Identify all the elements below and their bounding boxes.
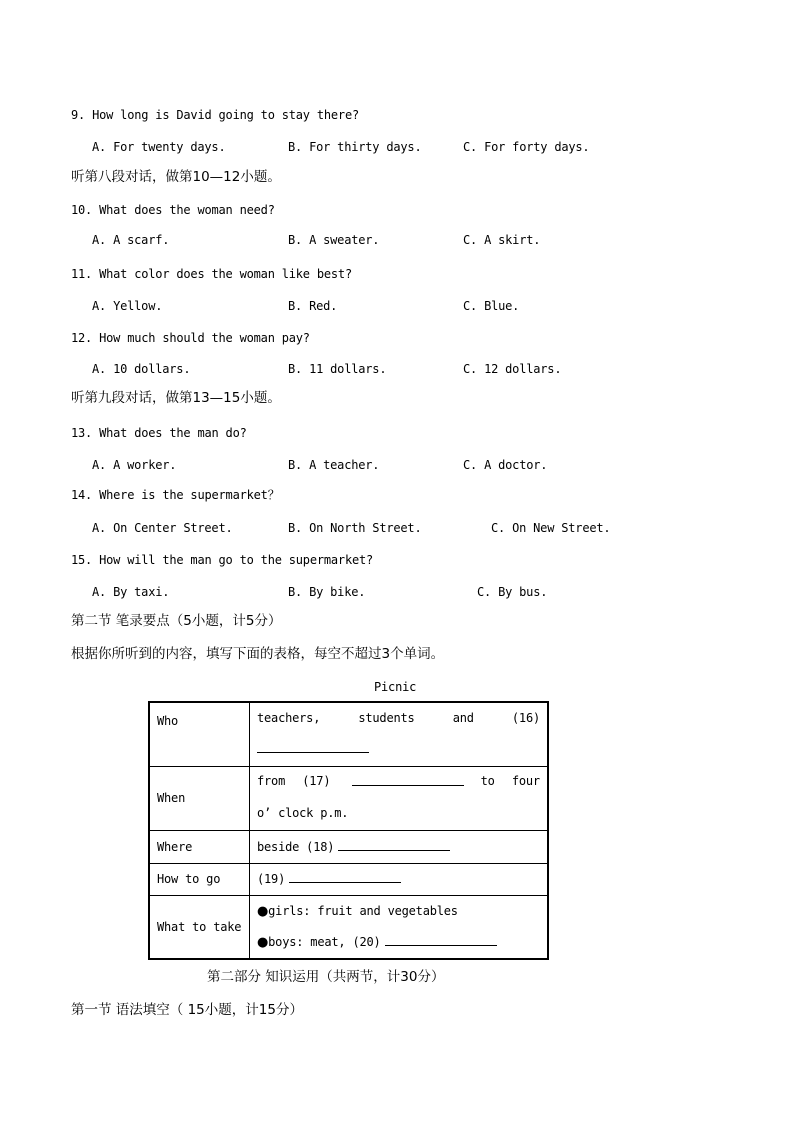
note-taking-instruction: 根据你所听到的内容，填写下面的表格，每空不超过3个单词。 [71,646,445,662]
part-two-title: 第二部分 知识运用（共两节，计30分） [207,969,445,985]
question-12-stem: 12. How much should the woman pay? [71,331,310,345]
question-11-option-c: C. Blue. [463,299,520,313]
answer-blank-20[interactable] [385,934,497,946]
note-taking-heading: 第二节 笔录要点（5小题，计5分） [71,613,282,629]
when-line-2: o’ clock p.m. [257,806,349,820]
question-10-option-c: C. A skirt. [463,233,541,247]
question-13-option-a: A. A worker. [92,458,177,472]
question-13-option-c: C. A doctor. [463,458,548,472]
answer-blank-16[interactable] [257,741,369,753]
answer-blank-17[interactable] [352,774,464,786]
who-word-4: (16) [511,711,540,726]
question-9-stem: 9. How long is David going to stay there? [71,108,360,122]
question-10-stem: 10. What does the woman need? [71,203,275,217]
question-12-option-b: B. 11 dollars. [288,362,387,376]
label-what: What to take [149,895,250,959]
table-row-where [149,830,548,863]
when-word-4: four [511,774,540,788]
question-15-stem: 15. How will the man go to the supermarket? [71,553,374,567]
question-10-option-a: A. A scarf. [92,233,170,247]
what-line-2: boys: meat, (20) [268,934,381,949]
label-how: How to go [149,863,250,895]
section-9-instruction: 听第九段对话，做第13—15小题。 [71,390,281,406]
picnic-table [148,701,549,960]
question-9-option-b: B. For thirty days. [288,140,422,154]
question-9-option-c: C. For forty days. [463,140,590,154]
question-15-option-b: B. By bike. [288,585,366,599]
question-14-option-a: A. On Center Street. [92,521,233,535]
question-14-stem: 14. Where is the supermarket？ [71,488,280,502]
table-row-who [149,702,548,766]
question-9-option-a: A. For twenty days. [92,140,226,154]
question-12-option-c: C. 12 dollars. [463,362,562,376]
where-text: beside (18) [257,839,335,854]
table-row-when [149,766,548,830]
question-11-option-a: A. Yellow. [92,299,163,313]
question-12-option-a: A. 10 dollars. [92,362,191,376]
grammar-heading: 第一节 语法填空（ 15小题，计15分） [71,1002,303,1018]
bullet-icon: ● [257,934,269,950]
cell-when [250,766,549,830]
table-title: Picnic [374,680,417,694]
label-who: Who [149,702,250,766]
question-14-option-c: C. On New Street. [491,521,611,535]
what-line-1: girls: fruit and vegetables [268,903,458,918]
question-11-option-b: B. Red. [288,299,338,313]
cell-who [250,702,549,766]
who-word-1: teachers, [257,711,321,726]
how-text: (19) [257,872,286,886]
question-13-stem: 13. What does the man do? [71,426,247,440]
question-15-option-c: C. By bus. [477,585,548,599]
who-word-3: and [452,711,474,726]
question-13-option-b: B. A teacher. [288,458,380,472]
cell-what [250,895,549,959]
cell-how [250,863,549,895]
table-row-what [149,895,548,959]
when-word-2: (17) [302,774,331,788]
bullet-icon: ● [257,903,269,919]
question-14-option-b: B. On North Street. [288,521,422,535]
when-word-3: to [480,774,495,788]
label-when: When [149,766,250,830]
question-10-option-b: B. A sweater. [288,233,380,247]
cell-where [250,830,549,863]
question-15-option-a: A. By taxi. [92,585,170,599]
when-word-1: from [257,774,286,788]
answer-blank-19[interactable] [289,871,401,883]
table-row-how [149,863,548,895]
who-word-2: students [358,711,415,726]
section-8-instruction: 听第八段对话，做第10—12小题。 [71,169,281,185]
answer-blank-18[interactable] [338,839,450,851]
question-11-stem: 11. What color does the woman like best? [71,267,352,281]
label-where: Where [149,830,250,863]
